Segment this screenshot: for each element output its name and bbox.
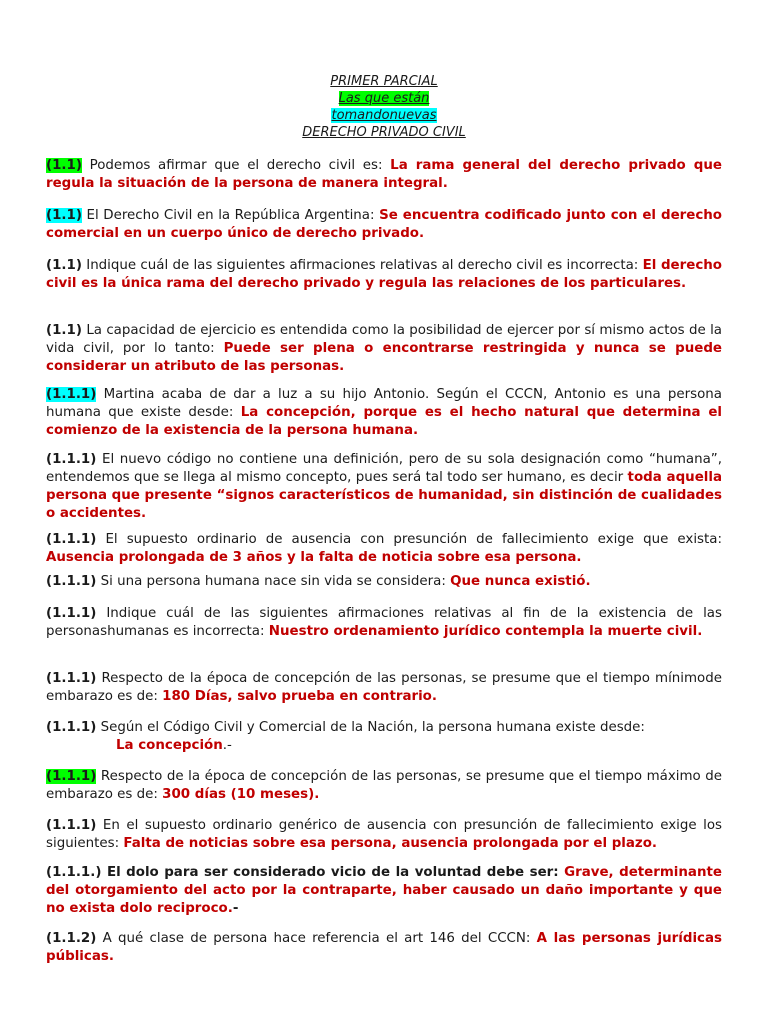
question-2 bbox=[46, 207, 722, 243]
question-text: Podemos afirmar que el derecho civil es: bbox=[89, 158, 391, 173]
question-9 bbox=[46, 605, 722, 641]
answer-text: A las personas jurídicas públicas. bbox=[46, 931, 722, 964]
question-text: Indique cuál de las siguientes afirmaciones relativas al fin de la existencia de las personashumanas es incorrecta: bbox=[46, 606, 722, 639]
question-tag: (1.1.1) bbox=[46, 606, 97, 621]
answer-text: La concepción bbox=[116, 738, 223, 753]
question-text: El dolo para ser considerado vicio de la voluntad debe ser: bbox=[106, 865, 565, 880]
subject-title: DERECHO PRIVADO CIVIL bbox=[302, 125, 466, 140]
answer-text: Nuestro ordenamiento jurídico contempla la muerte civil. bbox=[268, 624, 703, 639]
question-tag: (1.1.1) bbox=[46, 671, 97, 686]
answer-text: Grave, determinante del otorgamiento del acto por la contraparte, haber causado un daño importante y que no exista dolo reciproco. bbox=[46, 865, 722, 916]
question-tag: (1.1.1) bbox=[46, 720, 97, 735]
note-line-1: Las que están bbox=[338, 91, 430, 106]
answer-text: La rama general del derecho privado que regula la situación de la persona de manera integral. bbox=[46, 158, 722, 191]
question-tag: (1.1.1) bbox=[46, 769, 97, 784]
question-tag: (1.1.1) bbox=[46, 387, 97, 402]
question-7 bbox=[46, 531, 722, 567]
answer-text: Ausencia prolongada de 3 años y la falta de noticia sobre esa persona. bbox=[46, 550, 582, 565]
exam-title: PRIMER PARCIAL bbox=[330, 74, 438, 89]
question-tag: (1.1) bbox=[46, 323, 82, 338]
question-tag: (1.1.2) bbox=[46, 931, 97, 946]
question-5 bbox=[46, 386, 722, 440]
question-tag: (1.1.1.) bbox=[46, 865, 102, 880]
question-text: Si una persona humana nace sin vida se considera: bbox=[100, 574, 451, 589]
question-text: El supuesto ordinario de ausencia con presunción de fallecimiento exige que exista: bbox=[105, 532, 722, 547]
answer-text: Se encuentra codificado junto con el derecho comercial en un cuerpo único de derecho privado. bbox=[46, 208, 723, 241]
question-text: Indique cuál de las siguientes afirmaciones relativas al derecho civil es incorrecta: bbox=[86, 258, 643, 273]
answer-suffix: .- bbox=[222, 738, 232, 753]
question-text: En el supuesto ordinario genérico de ausencia con presunción de fallecimiento exige los siguientes: bbox=[46, 818, 722, 851]
question-1 bbox=[46, 157, 722, 193]
question-10 bbox=[46, 670, 722, 706]
question-text: La capacidad de ejercicio es entendida como la posibilidad de ejercer por sí mismo actos de la vida civil, por lo tanto: bbox=[46, 323, 722, 356]
answer-text: toda aquella persona que presente “signos característicos de humanidad, sin distinción de cualidades o accidentes. bbox=[46, 470, 722, 521]
question-tag: (1.1.1) bbox=[46, 452, 97, 467]
answer-suffix: - bbox=[232, 901, 239, 916]
answer-text: 300 días (10 meses). bbox=[162, 787, 320, 802]
question-11 bbox=[46, 719, 722, 755]
question-tag: (1.1.1) bbox=[46, 532, 97, 547]
document-header bbox=[0, 73, 768, 141]
question-tag: (1.1.1) bbox=[46, 818, 97, 833]
question-8 bbox=[46, 573, 722, 591]
note-line-2: tomandonuevas bbox=[331, 108, 437, 123]
question-12 bbox=[46, 768, 722, 804]
question-text: Martina acaba de dar a luz a su hijo Antonio. Según el CCCN, Antonio es una persona humana que existe desde: bbox=[46, 387, 722, 420]
question-4 bbox=[46, 322, 722, 376]
answer-text: El derecho civil es la única rama del derecho privado y regula las relaciones de los particulares. bbox=[46, 258, 722, 291]
question-6 bbox=[46, 451, 722, 523]
question-text: El Derecho Civil en la República Argentina: bbox=[86, 208, 380, 223]
question-text: Según el Código Civil y Comercial de la Nación, la persona humana existe desde: bbox=[100, 720, 645, 735]
question-tag: (1.1) bbox=[46, 158, 82, 173]
question-14 bbox=[46, 864, 722, 918]
answer-text: 180 Días, salvo prueba en contrario. bbox=[162, 689, 437, 704]
question-text: El nuevo código no contiene una definición, pero de su sola designación como “humana”, entendemos que se llega al mismo concepto, pues será tal todo ser humano, es decir bbox=[46, 452, 722, 485]
question-tag: (1.1) bbox=[46, 208, 82, 223]
answer-text: Puede ser plena o encontrarse restringida y nunca se puede considerar un atributo de las personas. bbox=[46, 341, 722, 374]
question-15 bbox=[46, 930, 722, 966]
answer-text: Falta de noticias sobre esa persona, ausencia prolongada por el plazo. bbox=[123, 836, 657, 851]
question-tag: (1.1) bbox=[46, 258, 82, 273]
question-text: Respecto de la época de concepción de las personas, se presume que el tiempo máximo de embarazo es de: bbox=[46, 769, 722, 802]
question-text: Respecto de la época de concepción de las personas, se presume que el tiempo mínimode embarazo es de: bbox=[46, 671, 722, 704]
question-3 bbox=[46, 257, 722, 293]
question-text: A qué clase de persona hace referencia el art 146 del CCCN: bbox=[102, 931, 537, 946]
answer-text: La concepción, porque es el hecho natural que determina el comienzo de la existencia de la persona humana. bbox=[46, 405, 722, 438]
answer-text: Que nunca existió. bbox=[450, 574, 591, 589]
question-13 bbox=[46, 817, 722, 853]
question-tag: (1.1.1) bbox=[46, 574, 97, 589]
